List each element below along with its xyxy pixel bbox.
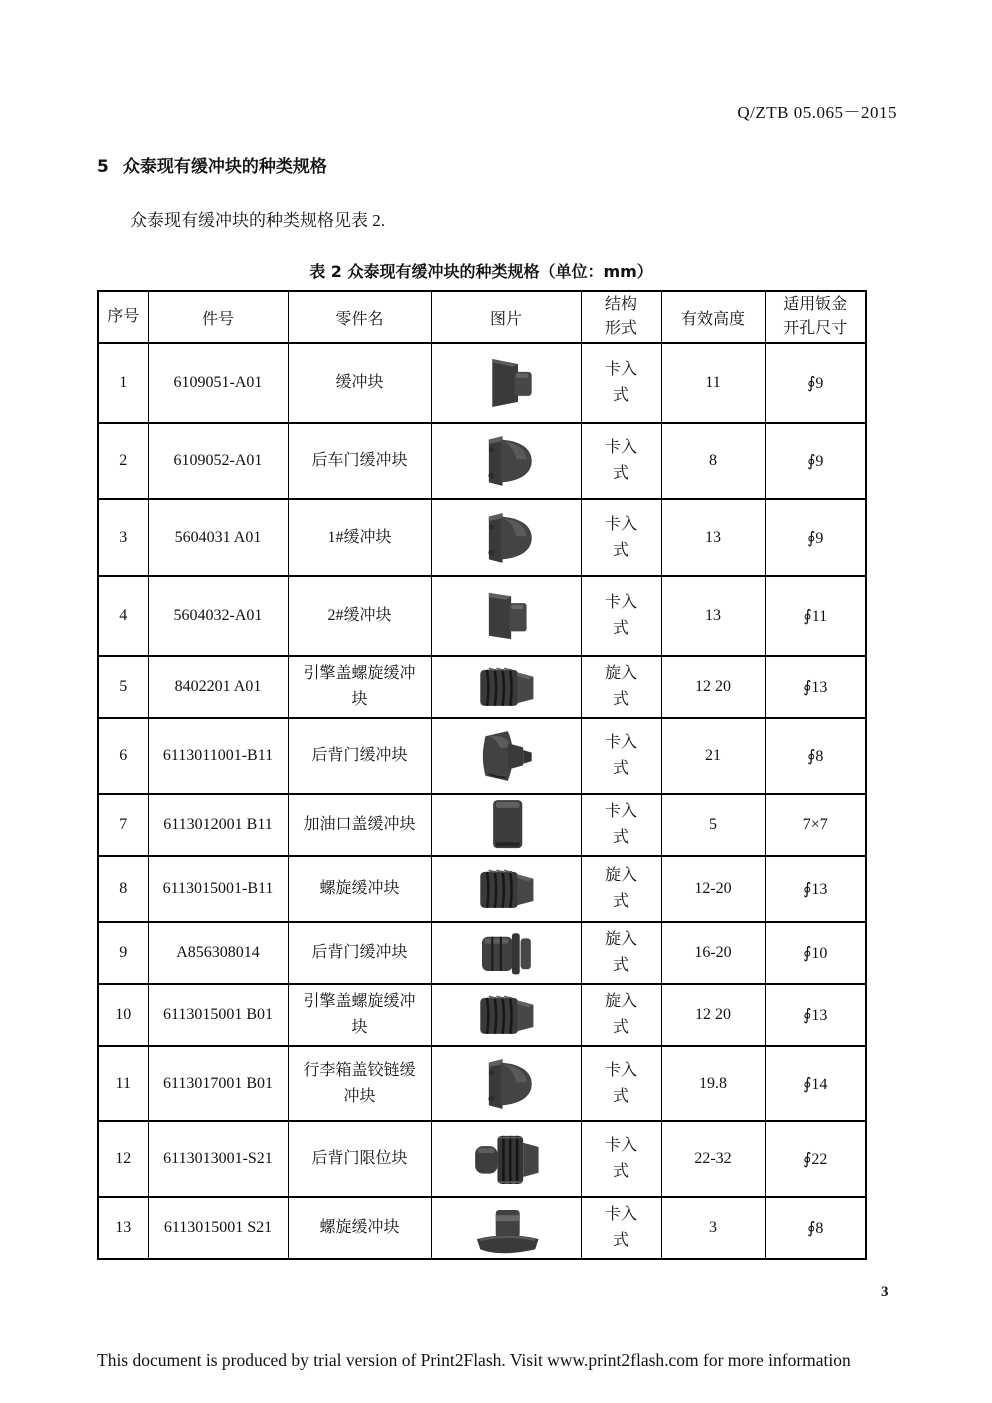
cell-picture <box>431 343 581 423</box>
cell-picture <box>431 576 581 656</box>
cell-part-name: 后背门缓冲块 <box>288 718 431 794</box>
table-row <box>98 343 866 423</box>
table-row <box>98 794 866 856</box>
cell-hole-size: ∮9 <box>765 343 866 423</box>
part-photo <box>460 923 552 983</box>
part-photo <box>460 985 552 1045</box>
cell-structure: 卡入式 <box>581 576 661 656</box>
cell-serial: 2 <box>98 423 148 499</box>
part-photo <box>460 1129 552 1189</box>
table-row <box>98 576 866 656</box>
header-hole-size: 适用钣金开孔尺寸 <box>765 291 866 343</box>
header-height: 有效高度 <box>661 291 765 343</box>
cell-height: 3 <box>661 1197 765 1259</box>
cell-hole-size: ∮13 <box>765 656 866 718</box>
cell-structure: 旋入式 <box>581 856 661 922</box>
cell-picture <box>431 423 581 499</box>
table-row <box>98 984 866 1046</box>
cell-part-number: 6113017001 B01 <box>148 1046 288 1121</box>
cell-picture <box>431 1121 581 1197</box>
section-heading <box>97 152 327 177</box>
part-photo <box>460 1054 552 1114</box>
cell-part-number: 6113012001 B11 <box>148 794 288 856</box>
cell-height: 19.8 <box>661 1046 765 1121</box>
cell-structure: 旋入式 <box>581 922 661 984</box>
cell-picture <box>431 1046 581 1121</box>
part-photo <box>460 353 552 413</box>
table-row <box>98 1197 866 1259</box>
cell-part-number: 6113011001-B11 <box>148 718 288 794</box>
part-photo <box>460 431 552 491</box>
cell-picture <box>431 1197 581 1259</box>
cell-structure: 卡入式 <box>581 343 661 423</box>
cell-hole-size: ∮14 <box>765 1046 866 1121</box>
cell-structure: 卡入式 <box>581 499 661 576</box>
cell-height: 8 <box>661 423 765 499</box>
cell-structure: 卡入式 <box>581 423 661 499</box>
cell-height: 11 <box>661 343 765 423</box>
table-row <box>98 1046 866 1121</box>
part-photo <box>460 1198 552 1258</box>
page-number: 3 <box>881 1284 889 1300</box>
cell-part-name: 加油口盖缓冲块 <box>288 794 431 856</box>
cell-part-number: 8402201 A01 <box>148 656 288 718</box>
cell-part-number: A856308014 <box>148 922 288 984</box>
cell-picture <box>431 984 581 1046</box>
cell-hole-size: ∮9 <box>765 423 866 499</box>
cell-height: 13 <box>661 576 765 656</box>
cell-part-name: 引擎盖螺旋缓冲块 <box>288 984 431 1046</box>
part-photo <box>460 726 552 786</box>
cell-picture <box>431 656 581 718</box>
table-row <box>98 718 866 794</box>
cell-part-name: 缓冲块 <box>288 343 431 423</box>
table-row <box>98 499 866 576</box>
cell-picture <box>431 718 581 794</box>
section-number: 5 <box>97 157 109 177</box>
cell-serial: 9 <box>98 922 148 984</box>
cell-part-number: 6113015001 B01 <box>148 984 288 1046</box>
cell-part-number: 5604032-A01 <box>148 576 288 656</box>
cell-part-number: 6109051-A01 <box>148 343 288 423</box>
cell-serial: 1 <box>98 343 148 423</box>
part-photo <box>460 859 552 919</box>
cell-hole-size: ∮9 <box>765 499 866 576</box>
cell-height: 22-32 <box>661 1121 765 1197</box>
cell-structure: 卡入式 <box>581 718 661 794</box>
cell-picture <box>431 499 581 576</box>
cell-structure: 卡入式 <box>581 1197 661 1259</box>
cell-picture <box>431 794 581 856</box>
header-picture: 图片 <box>431 291 581 343</box>
cell-hole-size: ∮10 <box>765 922 866 984</box>
cell-part-number: 6113015001-B11 <box>148 856 288 922</box>
cell-serial: 4 <box>98 576 148 656</box>
cell-height: 12 20 <box>661 656 765 718</box>
cell-picture <box>431 922 581 984</box>
header-part-number: 件号 <box>148 291 288 343</box>
section-title: 众泰现有缓冲块的种类规格 <box>122 157 327 177</box>
cell-hole-size: 7×7 <box>765 794 866 856</box>
cell-serial: 6 <box>98 718 148 794</box>
table-row <box>98 423 866 499</box>
table-row <box>98 656 866 718</box>
intro-paragraph: 众泰现有缓冲块的种类规格见表 2. <box>130 211 385 230</box>
cell-serial: 13 <box>98 1197 148 1259</box>
table-header-row <box>98 291 866 343</box>
buffer-spec-table <box>97 290 867 1260</box>
cell-picture <box>431 856 581 922</box>
cell-part-name: 2#缓冲块 <box>288 576 431 656</box>
cell-height: 16-20 <box>661 922 765 984</box>
table-row <box>98 856 866 922</box>
cell-height: 12-20 <box>661 856 765 922</box>
table-row <box>98 922 866 984</box>
cell-part-name: 引擎盖螺旋缓冲块 <box>288 656 431 718</box>
part-photo <box>460 586 552 646</box>
cell-hole-size: ∮8 <box>765 718 866 794</box>
cell-hole-size: ∮13 <box>765 856 866 922</box>
cell-structure: 卡入式 <box>581 794 661 856</box>
header-part-name: 零件名 <box>288 291 431 343</box>
cell-part-number: 6109052-A01 <box>148 423 288 499</box>
cell-part-name: 螺旋缓冲块 <box>288 856 431 922</box>
cell-serial: 10 <box>98 984 148 1046</box>
header-structure: 结构形式 <box>581 291 661 343</box>
cell-serial: 5 <box>98 656 148 718</box>
cell-structure: 旋入式 <box>581 656 661 718</box>
cell-height: 13 <box>661 499 765 576</box>
cell-structure: 卡入式 <box>581 1046 661 1121</box>
cell-hole-size: ∮11 <box>765 576 866 656</box>
cell-height: 5 <box>661 794 765 856</box>
cell-part-name: 螺旋缓冲块 <box>288 1197 431 1259</box>
part-photo <box>460 657 552 717</box>
cell-part-name: 后背门缓冲块 <box>288 922 431 984</box>
part-photo <box>460 508 552 568</box>
cell-height: 12 20 <box>661 984 765 1046</box>
cell-part-number: 6113015001 S21 <box>148 1197 288 1259</box>
cell-serial: 12 <box>98 1121 148 1197</box>
doc-number: Q/ZTB 05.065－2015 <box>737 103 897 122</box>
trial-footer-text: This document is produced by trial version of Print2Flash. Visit www.print2flash.com for more information <box>97 1350 851 1370</box>
cell-hole-size: ∮13 <box>765 984 866 1046</box>
cell-serial: 7 <box>98 794 148 856</box>
cell-part-number: 6113013001-S21 <box>148 1121 288 1197</box>
cell-structure: 卡入式 <box>581 1121 661 1197</box>
cell-serial: 3 <box>98 499 148 576</box>
cell-serial: 8 <box>98 856 148 922</box>
cell-serial: 11 <box>98 1046 148 1121</box>
cell-height: 21 <box>661 718 765 794</box>
cell-hole-size: ∮22 <box>765 1121 866 1197</box>
table-row <box>98 1121 866 1197</box>
cell-structure: 旋入式 <box>581 984 661 1046</box>
part-photo <box>460 795 552 855</box>
cell-part-name: 1#缓冲块 <box>288 499 431 576</box>
cell-part-name: 后车门缓冲块 <box>288 423 431 499</box>
cell-part-number: 5604031 A01 <box>148 499 288 576</box>
cell-part-name: 后背门限位块 <box>288 1121 431 1197</box>
table-caption: 表 2 众泰现有缓冲块的种类规格（单位：mm） <box>309 262 653 281</box>
cell-hole-size: ∮8 <box>765 1197 866 1259</box>
header-serial: 序号 <box>98 291 148 343</box>
cell-part-name: 行李箱盖铰链缓冲块 <box>288 1046 431 1121</box>
